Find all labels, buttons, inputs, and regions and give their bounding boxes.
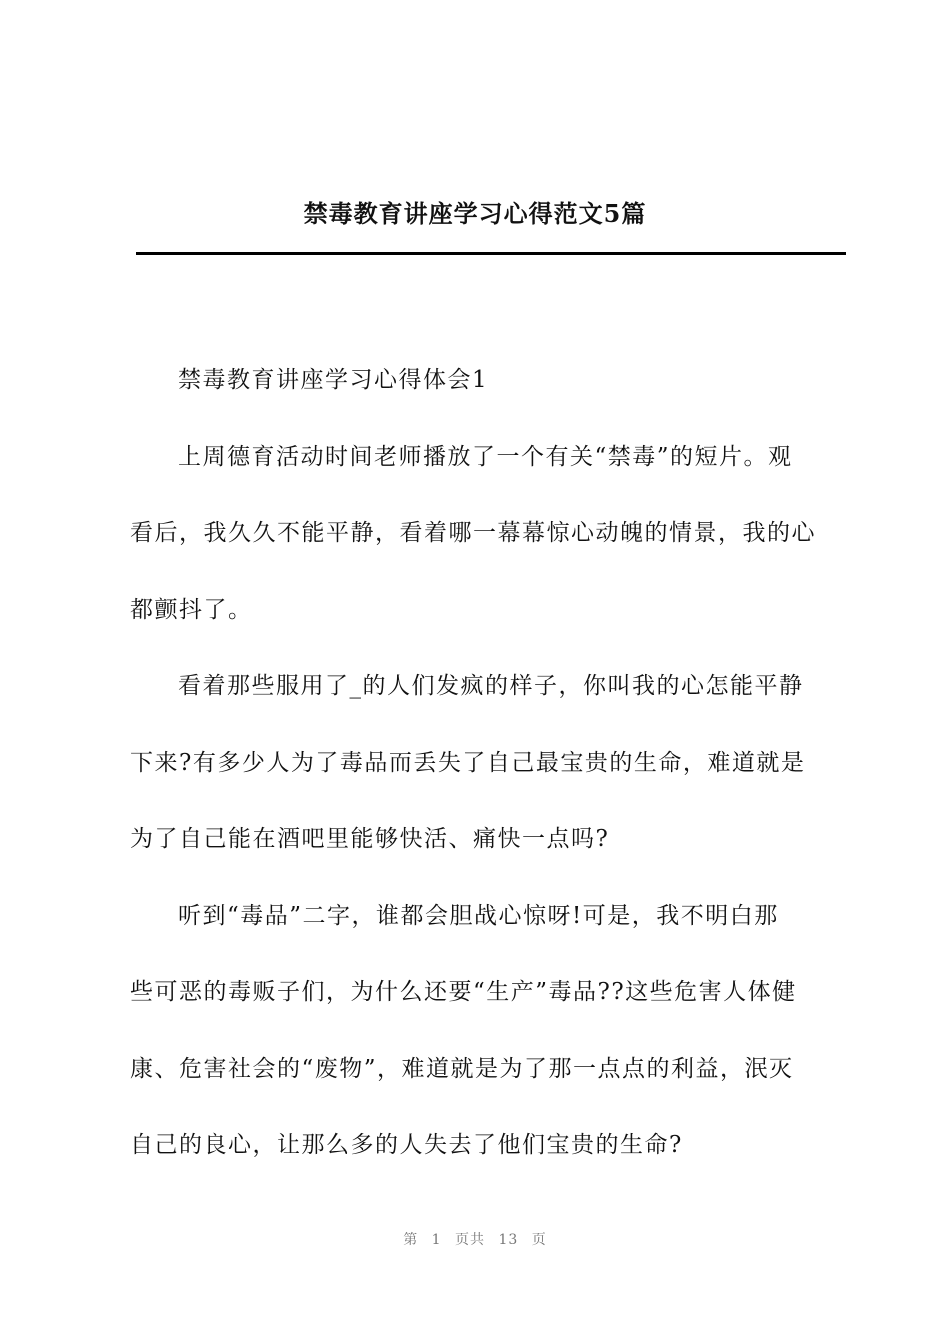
paragraph xyxy=(130,419,842,649)
paragraph-line: 看后，我久久不能平静，看着哪一幕幕惊心动魄的情景，我的心 xyxy=(130,520,816,546)
paragraph-line: 自己的良心，让那么多的人失去了他们宝贵的生命? xyxy=(130,1132,683,1158)
paragraph-line: 下来?有多少人为了毒品而丢失了自己最宝贵的生命，难道就是 xyxy=(130,749,806,776)
title-underline-rule xyxy=(136,252,846,255)
paragraph-line: 都颤抖了。 xyxy=(130,596,253,623)
paragraph xyxy=(130,648,842,878)
paragraph-line: 听到“毒品”二字，谁都会胆战心惊呀!可是，我不明白那 xyxy=(178,902,779,929)
paragraph-line: 上周德育活动时间老师播放了一个有关“禁毒”的短片。观 xyxy=(178,443,793,470)
section-heading xyxy=(130,342,842,419)
page-footer: 第 1 页共 13 页 xyxy=(403,1232,547,1248)
section-heading-text: 禁毒教育讲座学习心得体会1 xyxy=(178,367,489,393)
paragraph-line: 康、危害社会的“废物”，难道就是为了那一点点的利益，泯灭 xyxy=(130,1055,794,1082)
paragraph xyxy=(130,878,842,1184)
document-body xyxy=(130,342,842,1184)
paragraph-line: 看着那些服用了_的人们发疯的样子，你叫我的心怎能平静 xyxy=(178,673,804,699)
paragraph-line: 些可恶的毒贩子们，为什么还要“生产”毒品??这些危害人体健 xyxy=(130,979,797,1005)
paragraph-line: 为了自己能在酒吧里能够快活、痛快一点吗? xyxy=(130,826,610,852)
page-title: 禁毒教育讲座学习心得范文5篇 xyxy=(303,199,647,228)
